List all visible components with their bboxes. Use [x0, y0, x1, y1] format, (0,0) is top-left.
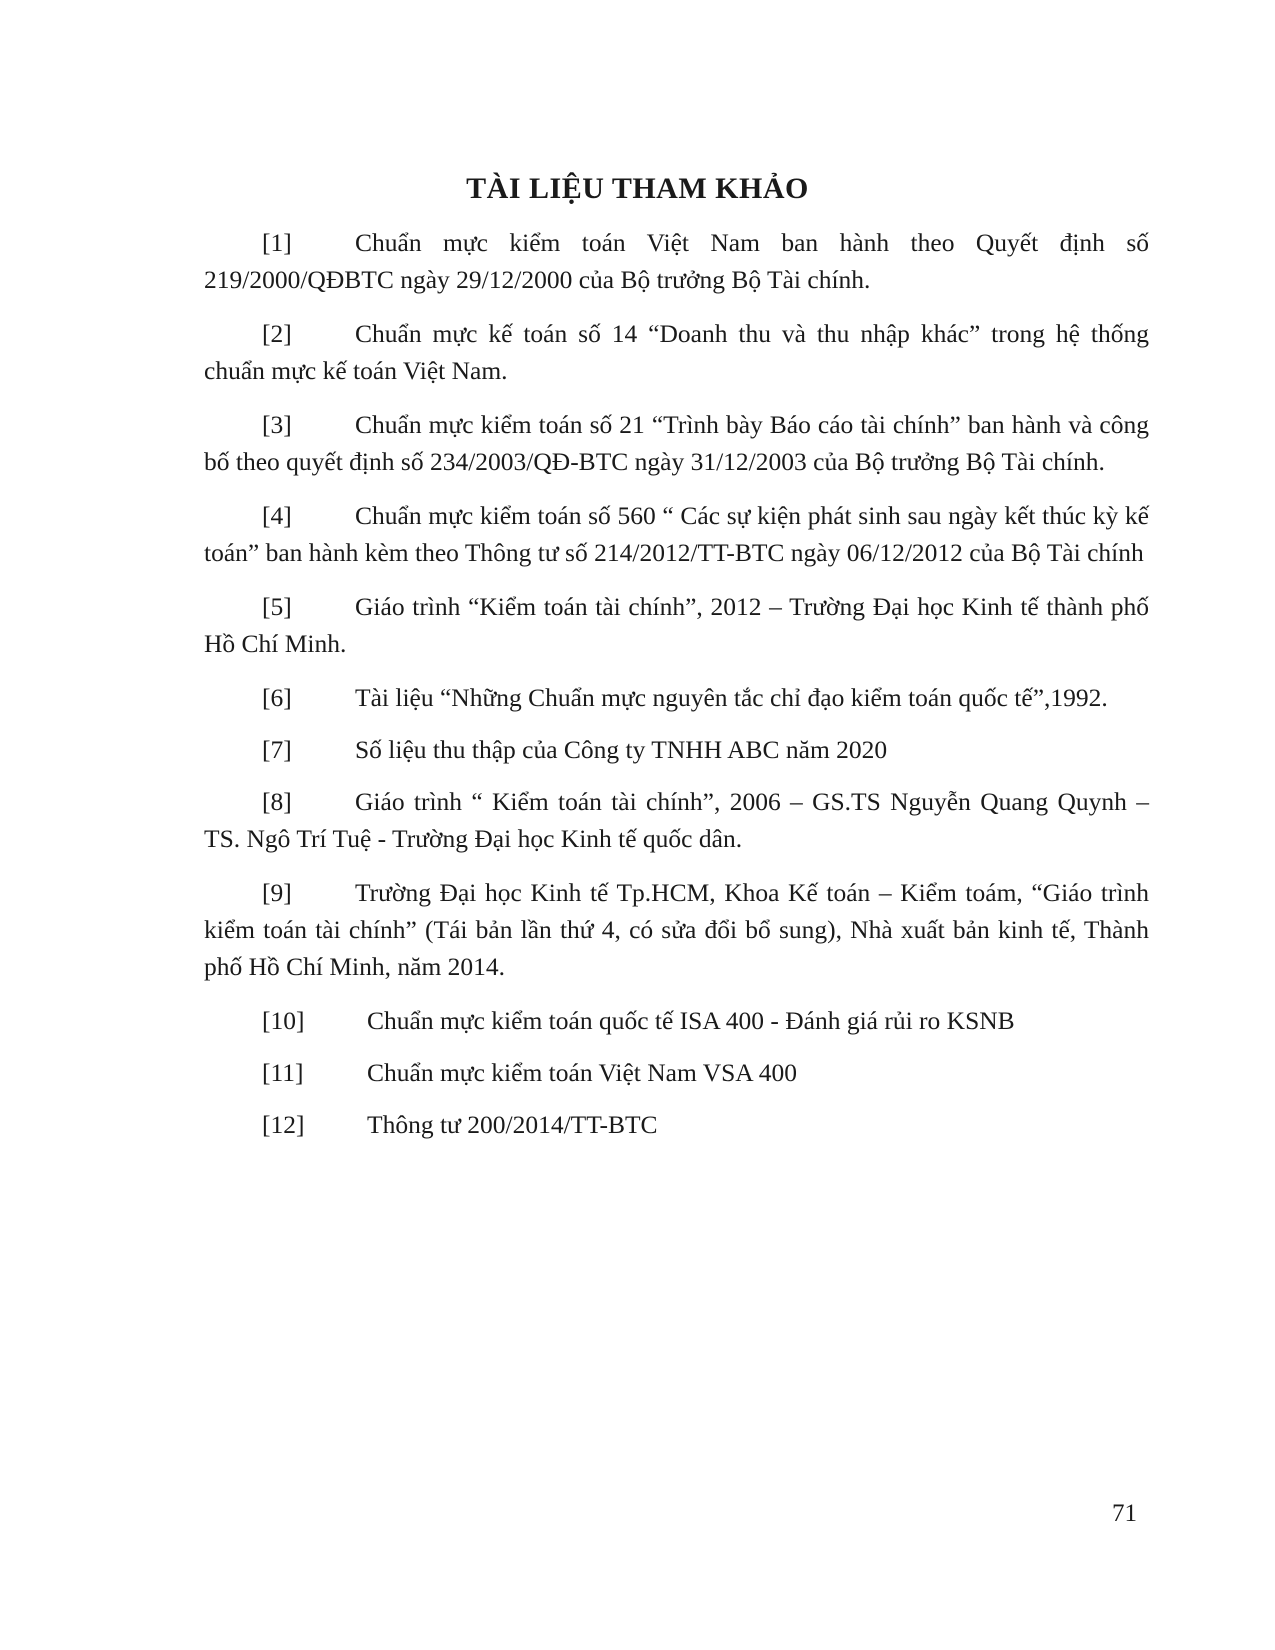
reference-text: Giáo trình “Kiểm toán tài chính”, 2012 – Trường Đại học Kinh tế thành phố Hồ Chí Minh. [204, 592, 1149, 658]
reference-text: Trường Đại học Kinh tế Tp.HCM, Khoa Kế toán – Kiểm toám, “Giáo trình kiểm toán tài chính” (Tái bản lần thứ 4, có sửa đổi bổ sung), Nhà xuất bản kinh tế, Thành phố Hồ Chí Minh, năm 2014. [204, 878, 1149, 981]
reference-item [204, 224, 1149, 298]
reference-number: [7] [262, 735, 292, 764]
page-title: TÀI LIỆU THAM KHẢO [466, 172, 809, 205]
reference-number: [3] [262, 410, 292, 439]
reference-text: Chuẩn mực kiểm toán số 560 “ Các sự kiện phát sinh sau ngày kết thúc kỳ kế toán” ban hành kèm theo Thông tư số 214/2012/TT-BTC ngày 06/12/2012 của Bộ Tài chính [204, 501, 1149, 567]
reference-item [204, 588, 1149, 662]
reference-item [204, 497, 1149, 571]
reference-item [204, 731, 1149, 768]
reference-number: [4] [262, 501, 292, 530]
reference-text: Chuẩn mực kế toán số 14 “Doanh thu và thu nhập khác” trong hệ thống chuẩn mực kế toán Việt Nam. [204, 319, 1149, 385]
page-number: 71 [1112, 1500, 1137, 1527]
reference-number: [11] [262, 1058, 304, 1087]
reference-number: [8] [262, 787, 292, 816]
reference-number: [12] [262, 1110, 305, 1139]
reference-list [204, 224, 1149, 1158]
reference-text: Chuẩn mực kiểm toán Việt Nam ban hành theo Quyết định số 219/2000/QĐBTC ngày 29/12/2000 của Bộ trưởng Bộ Tài chính. [204, 228, 1149, 294]
reference-text: Chuẩn mực kiểm toán số 21 “Trình bày Báo cáo tài chính” ban hành và công bố theo quyết định số 234/2003/QĐ-BTC ngày 31/12/2003 của Bộ trưởng Bộ Tài chính. [204, 410, 1149, 476]
reference-item [204, 783, 1149, 857]
reference-number: [10] [262, 1006, 305, 1035]
reference-text: Thông tư 200/2014/TT-BTC [367, 1110, 658, 1139]
reference-text: Tài liệu “Những Chuẩn mực nguyên tắc chỉ đạo kiểm toán quốc tế”,1992. [355, 683, 1108, 712]
reference-item [204, 679, 1149, 716]
reference-number: [9] [262, 878, 292, 907]
reference-text: Số liệu thu thập của Công ty TNHH ABC năm 2020 [355, 735, 888, 764]
reference-text: Chuẩn mực kiểm toán quốc tế ISA 400 - Đánh giá rủi ro KSNB [367, 1006, 1015, 1035]
reference-item [204, 1002, 1149, 1039]
reference-number: [5] [262, 592, 292, 621]
reference-number: [2] [262, 319, 292, 348]
reference-item [204, 874, 1149, 985]
reference-text: Chuẩn mực kiểm toán Việt Nam VSA 400 [367, 1058, 797, 1087]
reference-number: [1] [262, 228, 292, 257]
reference-item [204, 406, 1149, 480]
reference-item [204, 1106, 1149, 1143]
reference-text: Giáo trình “ Kiểm toán tài chính”, 2006 – GS.TS Nguyễn Quang Quynh – TS. Ngô Trí Tuệ - Trường Đại học Kinh tế quốc dân. [204, 787, 1149, 853]
reference-item [204, 1054, 1149, 1091]
reference-number: [6] [262, 683, 292, 712]
reference-item [204, 315, 1149, 389]
